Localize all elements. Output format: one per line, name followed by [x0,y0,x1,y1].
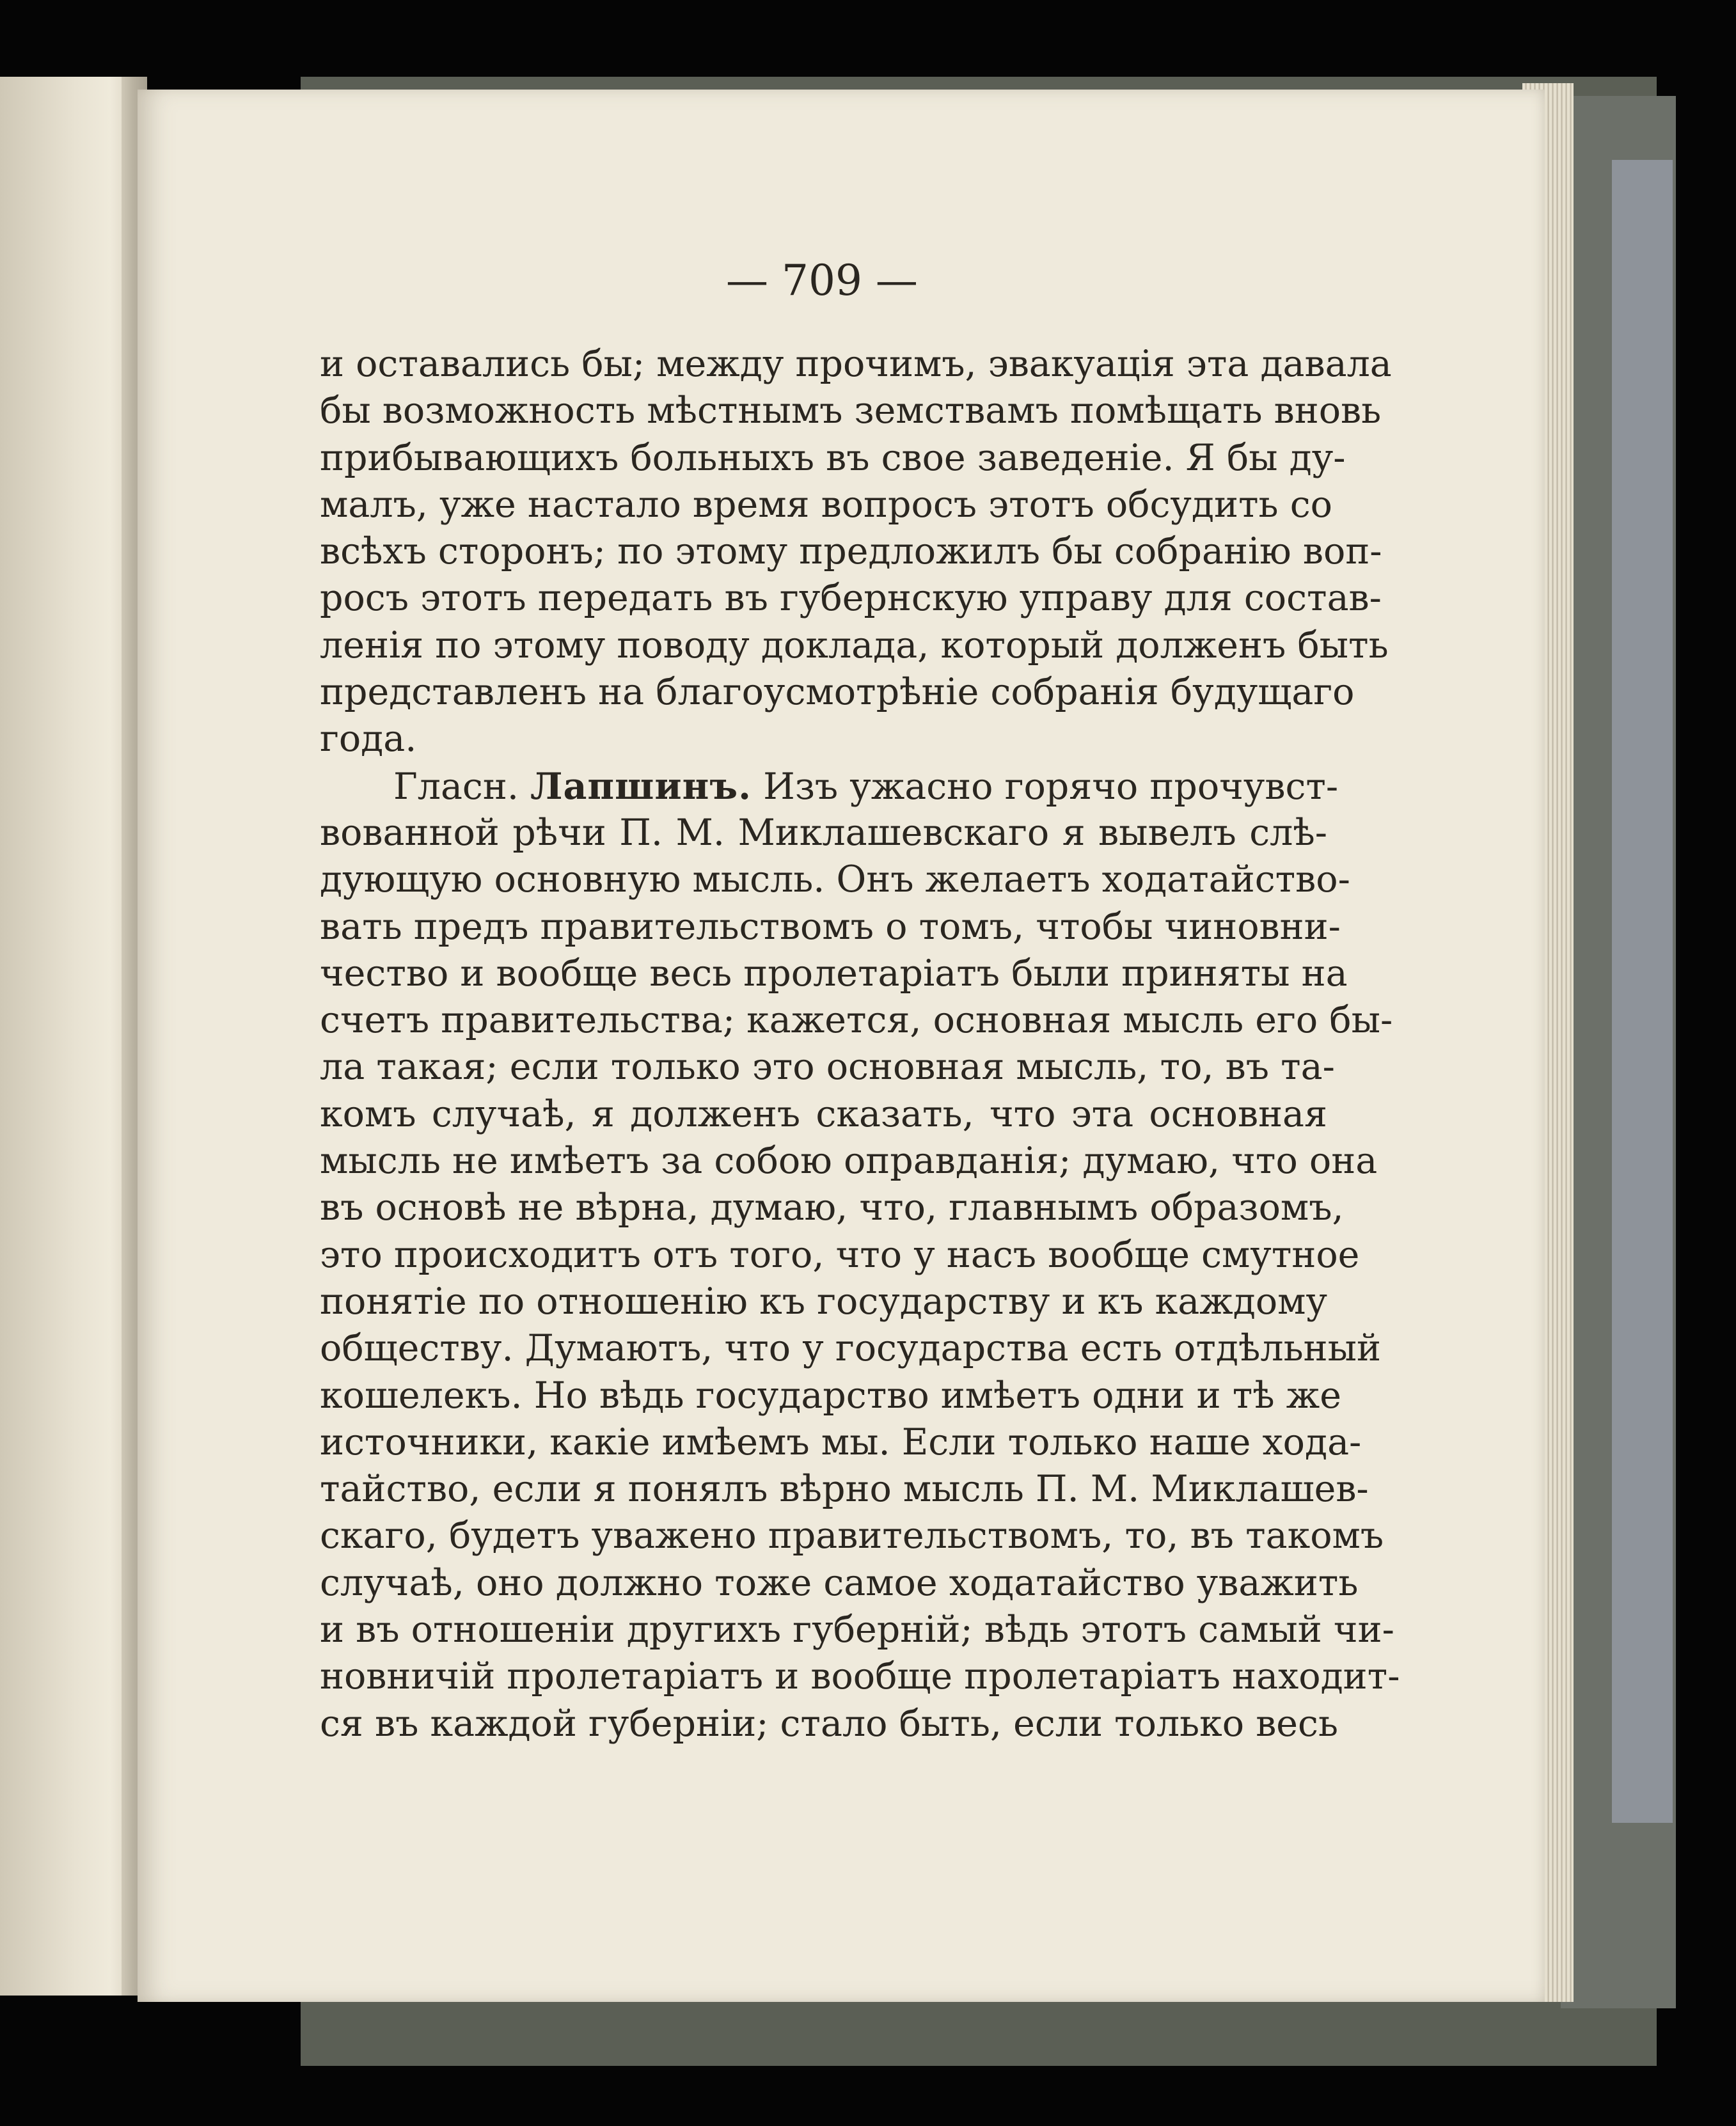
text-line: скаго, будетъ уважено правительствомъ, то, въ такомъ [320,1515,1384,1557]
text-line: комъ случаѣ, я долженъ сказать, что эта основная [320,1092,1327,1135]
text-line: понятіе по отношенію къ государству и къ каждому [320,1280,1328,1323]
text-line: бы возможность мѣстнымъ земствамъ помѣщать вновь [320,390,1382,432]
speaker-title: Гласн. [393,765,519,808]
text-line: новничій пролетаріатъ и вообще пролетаріатъ находит- [320,1655,1400,1698]
text-line: вованной рѣчи П. М. Миклашевскаго я вывелъ слѣ- [320,811,1327,854]
speaker-name: Лапшинъ. [530,764,752,808]
page-number: — 709 — [726,256,918,305]
text-line: мысль не имѣетъ за собою оправданія; думаю, что она [320,1140,1378,1183]
text-line: чество и вообще весь пролетаріатъ были приняты на [320,952,1348,995]
text-line: тайство, если я понялъ вѣрно мысль П. М. Миклашев- [320,1468,1369,1511]
text-line: счетъ правительства; кажется, основная мысль его бы- [320,999,1393,1042]
text-line: росъ этотъ передать въ губернскую управу для состав- [320,577,1382,620]
text-line: ла такая; если только это основная мысль, то, въ та- [320,1046,1335,1089]
text-line: представленъ на благоусмотрѣніе собранія будущаго [320,671,1355,714]
text-line: это происходитъ отъ того, что у насъ вообще смутное [320,1233,1360,1276]
left-page-sliver [0,77,138,1996]
text-line: случаѣ, оно должно тоже самое ходатайство уважить [320,1561,1359,1604]
text-line: ся въ каждой губерніи; стало быть, если только весь [320,1702,1338,1745]
text-line: ленія по этому поводу доклада, который долженъ быть [320,624,1389,666]
text-line: дующую основную мысль. Онъ желаетъ ходатайство- [320,858,1350,901]
book-cover-endpaper [1612,160,1673,1823]
text-line: всѣхъ сторонъ; по этому предложилъ бы собранію воп- [320,530,1382,573]
text-line: вать предъ правительствомъ о томъ, чтобы чиновни- [320,905,1341,948]
text-line: въ основѣ не вѣрна, думаю, что, главнымъ образомъ, [320,1186,1344,1229]
text-line: обществу. Думаютъ, что у государства есть отдѣльный [320,1327,1381,1370]
text-line: кошелекъ. Но вѣдь государство имѣетъ одни и тѣ же [320,1374,1341,1417]
text-line: года. [320,718,417,760]
page-body-text [320,341,1400,1747]
speech-text: Изъ ужасно горячо прочувст- [763,765,1339,808]
text-line: и въ отношеніи другихъ губерній; вѣдь этотъ самый чи- [320,1609,1394,1651]
text-line: малъ, уже настало время вопросъ этотъ обсудить со [320,483,1332,526]
text-line: прибывающихъ больныхъ въ свое заведеніе. Я бы ду- [320,436,1346,479]
text-line: и оставались бы; между прочимъ, эвакуація эта давала [320,343,1392,385]
speech-first-line [320,763,1339,810]
text-line: источники, какіе имѣемъ мы. Если только наше хода- [320,1421,1362,1463]
